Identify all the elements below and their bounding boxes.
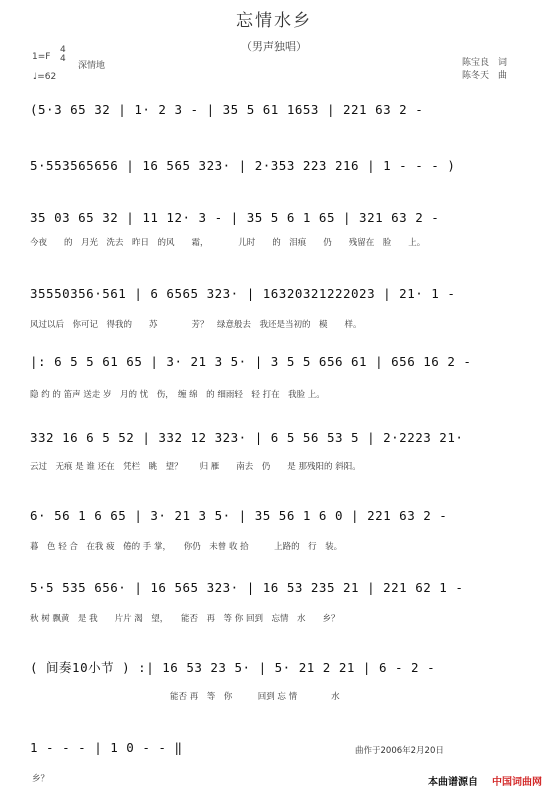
notation-line: 6· 56 1 6 65 | 3· 21 3 5· | 35 56 1 6 0 | 221 63 2 - <box>30 508 448 523</box>
notation-line: 35 03 65 32 | 11 12· 3 - | 35 5 6 1 65 | 321 63 2 - <box>30 210 440 225</box>
time-signature-bottom: 4 <box>60 54 66 64</box>
score-system-8 <box>0 574 548 624</box>
notation-line: (5·3 65 32 | 1· 2 3 - | 35 5 61 1653 | 221 63 2 - <box>30 102 424 117</box>
score-system-9 <box>0 652 548 702</box>
score-system-2 <box>0 152 548 178</box>
score-system-6 <box>0 424 548 472</box>
lyrics-line: 云过 无痕 是 谁 还在 凭栏 眺 望？ 归 雁 南去 仍 是 那残阳的 斜阳。 <box>30 462 361 472</box>
source-credit: 本曲谱源自 <box>428 777 478 788</box>
composition-date: 曲作于2006年2月20日 <box>355 746 444 756</box>
lyricist-credit: 陈宝良 词 <box>462 58 508 68</box>
score-system-3 <box>0 204 548 248</box>
score-system-5 <box>0 348 548 400</box>
score-system-1 <box>0 96 548 122</box>
song-subtitle: （男声独唱） <box>241 40 307 53</box>
composer-credit: 陈冬天 曲 <box>462 71 508 81</box>
lyrics-line: 能否 再 等 你 回到 忘 情 水 <box>170 692 340 702</box>
notation-line: 5·5 535 656· | 16 565 323· | 16 53 235 21 | 221 62 1 - <box>30 580 464 595</box>
song-title: 忘情水乡 <box>236 11 312 31</box>
notation-line: 1 - - - | 1 0 - - ‖ <box>30 740 183 755</box>
notation-line: 332 16 6 5 52 | 332 12 323· | 6 5 56 53 5 | 2·2223 21· <box>30 430 464 445</box>
time-signature-top: 4 <box>60 45 66 55</box>
expression-mark: 深情地 <box>78 61 106 71</box>
score-system-4 <box>0 280 548 330</box>
lyrics-line: 乡？ <box>32 774 50 784</box>
notation-line: 35550356·561 | 6 6565 323· | 16320321222023 | 21· 1 - <box>30 286 456 301</box>
lyrics-line: 暮 色 轻 合 在我 疲 倦的 手 掌， 你仍 未曾 收 拾 上路的 行 装。 <box>30 542 343 552</box>
notation-line: 5·553565656 | 16 565 323· | 2·353 223 216 | 1 - - - ) <box>30 158 456 173</box>
notation-line: ( 间奏10小节 ) :| 16 53 23 5· | 5· 21 2 21 | 6 - 2 - <box>30 660 436 675</box>
lyrics-line: 今夜 的 月光 洗去 昨日 的风 霜， 儿时 的 泪痕 仍 残留在 脸 上。 <box>30 238 426 248</box>
time-signature <box>60 46 66 64</box>
lyrics-line: 秋 树 飘黄 是 我 片片 渴 望， 能否 再 等 你 回到 忘情 水 乡？ <box>30 614 340 624</box>
key-signature: 1=F <box>32 52 51 62</box>
notation-line: |: 6 5 5 61 65 | 3· 21 3 5· | 3 5 5 656 61 | 656 16 2 - <box>30 354 472 369</box>
lyrics-line: 隐 约 的 笛声 送走 岁 月的 忧 伤， 缠 绵 的 细雨轻 轻 打在 我脸 上。 <box>30 390 325 400</box>
score-system-7 <box>0 502 548 552</box>
tempo-mark: ♩=62 <box>33 72 57 82</box>
lyrics-line: 风过以后 你可记 得我的 苏 芳？ 绿意般去 我还是当初的 模 样。 <box>30 320 362 330</box>
site-watermark: 中国词曲网 <box>492 777 542 788</box>
